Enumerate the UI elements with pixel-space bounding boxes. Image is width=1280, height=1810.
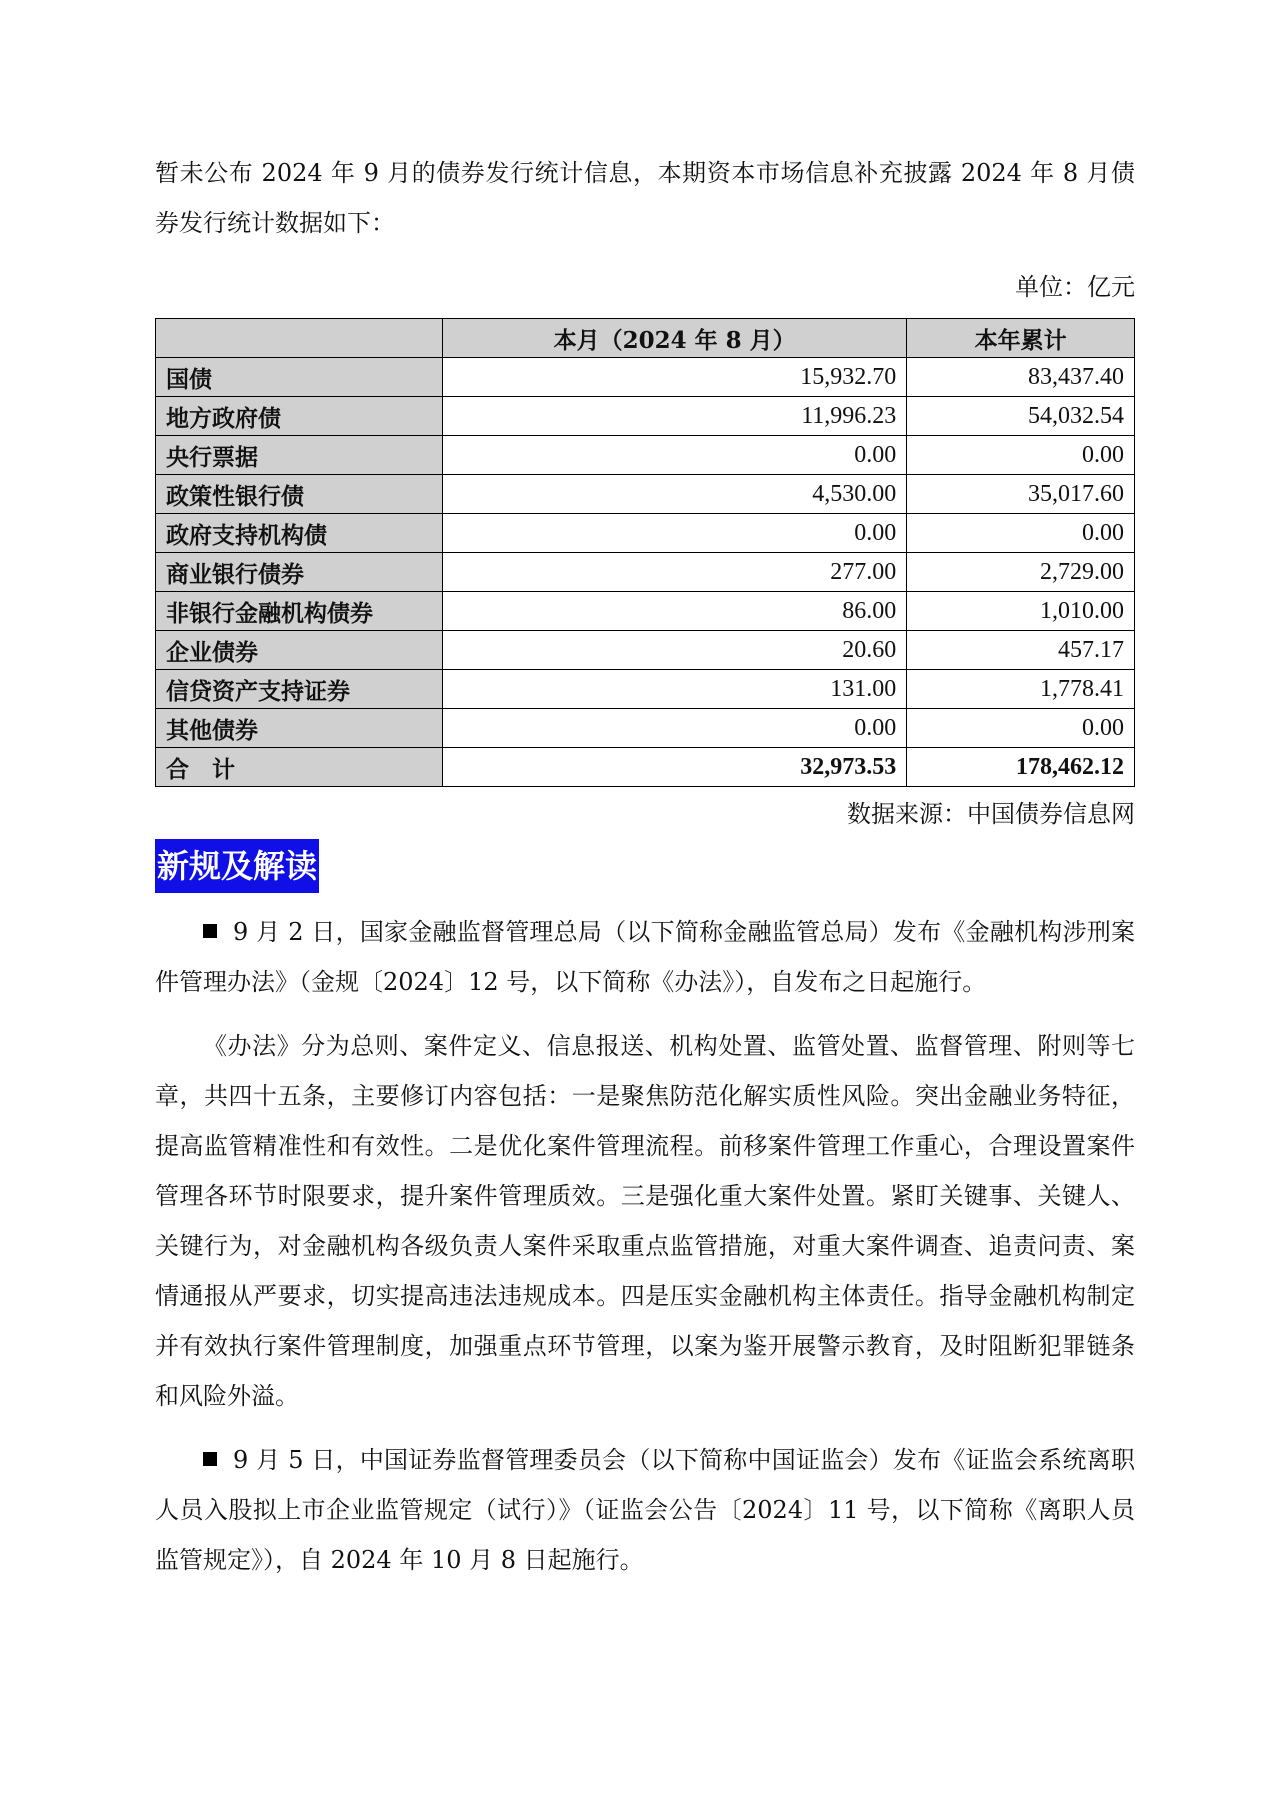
news-item: [155, 907, 1135, 1421]
total-ytd-value: 178,462.12: [907, 748, 1135, 787]
table-total-row: [156, 748, 1135, 787]
table-row: [156, 592, 1135, 631]
news-text: 9 月 5 日，中国证券监督管理委员会（以下简称中国证监会）发布《证监会系统离职人员入股拟上市企业监管规定（试行）》（证监会公告〔2024〕11 号，以下简称《离职人员监管规定》），自 2024 年 10 月 8 日起施行。: [155, 1446, 1135, 1574]
row-label: 地方政府债: [156, 397, 443, 436]
row-month-value: 20.60: [443, 631, 907, 670]
row-ytd-value: 2,729.00: [907, 553, 1135, 592]
row-month-value: 11,996.23: [443, 397, 907, 436]
news-paragraph: [155, 907, 1135, 1007]
bullet-square-icon: [203, 924, 217, 938]
row-ytd-value: 0.00: [907, 709, 1135, 748]
data-source-label: 数据来源：中国债券信息网: [847, 800, 1135, 828]
row-label: 政策性银行债: [156, 475, 443, 514]
row-ytd-value: 1,010.00: [907, 592, 1135, 631]
row-month-value: 15,932.70: [443, 358, 907, 397]
table-row: [156, 358, 1135, 397]
table-header-category: [156, 319, 443, 358]
row-label: 信贷资产支持证券: [156, 670, 443, 709]
row-ytd-value: 0.00: [907, 436, 1135, 475]
row-month-value: 0.00: [443, 436, 907, 475]
row-month-value: 0.00: [443, 514, 907, 553]
row-label: 非银行金融机构债券: [156, 592, 443, 631]
table-row: [156, 670, 1135, 709]
row-label: 国债: [156, 358, 443, 397]
row-label: 企业债券: [156, 631, 443, 670]
row-month-value: 4,530.00: [443, 475, 907, 514]
row-ytd-value: 54,032.54: [907, 397, 1135, 436]
table-row: [156, 436, 1135, 475]
section-title: 新规及解读: [155, 839, 319, 893]
row-label: 商业银行债券: [156, 553, 443, 592]
row-month-value: 277.00: [443, 553, 907, 592]
news-text: 9 月 2 日，国家金融监督管理总局（以下简称金融监管总局）发布《金融机构涉刑案件管理办法》（金规〔2024〕12 号，以下简称《办法》），自发布之日起施行。: [155, 918, 1135, 996]
row-month-value: 0.00: [443, 709, 907, 748]
news-section: [155, 907, 1135, 1585]
row-ytd-value: 35,017.60: [907, 475, 1135, 514]
row-month-value: 131.00: [443, 670, 907, 709]
table-row: [156, 397, 1135, 436]
table-row: [156, 709, 1135, 748]
row-ytd-value: 83,437.40: [907, 358, 1135, 397]
row-ytd-value: 457.17: [907, 631, 1135, 670]
news-paragraph: 《办法》分为总则、案件定义、信息报送、机构处置、监管处置、监督管理、附则等七章，共四十五条，主要修订内容包括：一是聚焦防范化解实质性风险。突出金融业务特征，提高监管精准性和有效性。二是优化案件管理流程。前移案件管理工作重心，合理设置案件管理各环节时限要求，提升案件管理质效。三是强化重大案件处置。紧盯关键事、关键人、关键行为，对金融机构各级负责人案件采取重点监管措施，对重大案件调查、追责问责、案情通报从严要求，切实提高违法违规成本。四是压实金融机构主体责任。指导金融机构制定并有效执行案件管理制度，加强重点环节管理，以案为鉴开展警示教育，及时阻断犯罪链条和风险外溢。: [155, 1032, 1135, 1410]
news-item: [155, 1435, 1135, 1585]
total-label: 合 计: [156, 748, 443, 787]
row-ytd-value: 0.00: [907, 514, 1135, 553]
total-month-value: 32,973.53: [443, 748, 907, 787]
table-row: [156, 514, 1135, 553]
intro-paragraph: 暂未公布 2024 年 9 月的债券发行统计信息，本期资本市场信息补充披露 2024 年 8 月债券发行统计数据如下：: [155, 159, 1135, 237]
row-label: 政府支持机构债: [156, 514, 443, 553]
unit-label: 单位：亿元: [1015, 273, 1135, 301]
row-label: 央行票据: [156, 436, 443, 475]
row-ytd-value: 1,778.41: [907, 670, 1135, 709]
table-row: [156, 475, 1135, 514]
table-row: [156, 553, 1135, 592]
bond-issuance-table: [155, 318, 1135, 787]
bullet-square-icon: [203, 1452, 217, 1466]
table-header-row: [156, 319, 1135, 358]
table-header-month: 本月（2024 年 8 月）: [443, 319, 907, 358]
document-page: [155, 148, 1135, 1585]
table-header-ytd: 本年累计: [907, 319, 1135, 358]
table-row: [156, 631, 1135, 670]
row-month-value: 86.00: [443, 592, 907, 631]
row-label: 其他债券: [156, 709, 443, 748]
news-paragraph: [155, 1435, 1135, 1585]
